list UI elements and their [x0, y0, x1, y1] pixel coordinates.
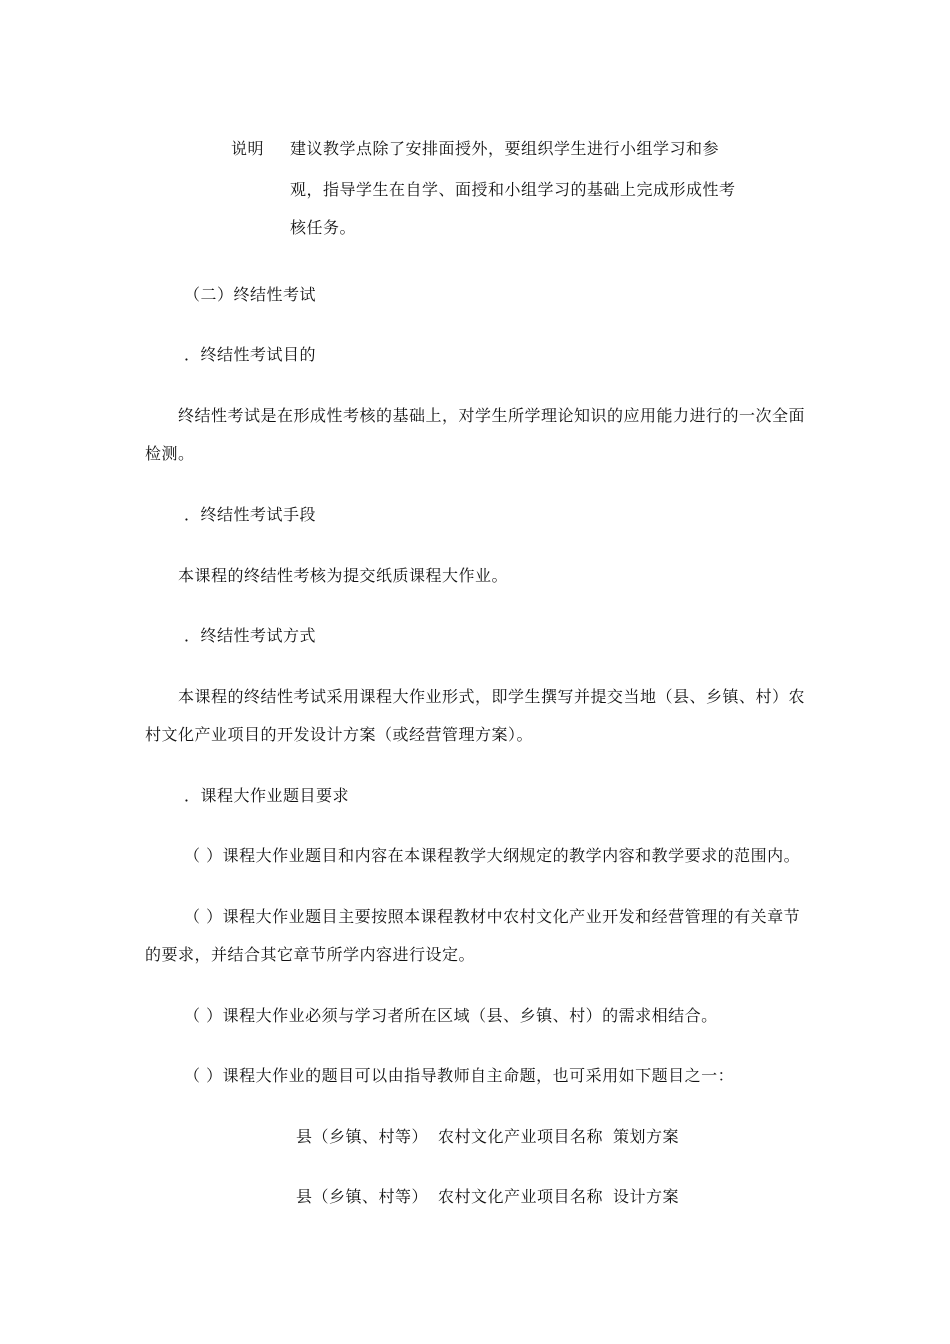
sub4-heading: ．课程大作业题目要求 [184, 786, 350, 805]
requirement-item-2-line-1: （ ）课程大作业题目主要按照本课程教材中农村文化产业开发和经营管理的有关章节 [184, 907, 801, 926]
requirement-item-3: （ ）课程大作业必须与学习者所在区域（县、乡镇、村）的需求相结合。 [184, 1006, 718, 1025]
sub1-paragraph-line-1: 终结性考试是在形成性考核的基础上，对学生所学理论知识的应用能力进行的一次全面 [178, 406, 806, 425]
topic-place: 县（乡镇、村等） [296, 1187, 429, 1206]
note-line-2: 观，指导学生在自学、面授和小组学习的基础上完成形成性考 [290, 180, 736, 199]
sub3-heading: ．终结性考试方式 [184, 626, 317, 645]
sub3-paragraph-line-2: 村文化产业项目的开发设计方案（或经营管理方案）。 [145, 725, 534, 744]
topic-line-2 [296, 1187, 679, 1207]
requirement-item-2-line-2: 的要求，并结合其它章节所学内容进行设定。 [145, 945, 476, 964]
note-line-1: 建议教学点除了安排面授外，要组织学生进行小组学习和参 [290, 139, 720, 158]
section-heading: （二）终结性考试 [184, 285, 317, 304]
topic-project: 农村文化产业项目名称 [438, 1127, 604, 1146]
topic-line-1 [296, 1127, 679, 1147]
requirement-item-4: （ ）课程大作业的题目可以由指导教师自主命题，也可采用如下题目之一： [184, 1066, 735, 1085]
note-line-3: 核任务。 [290, 218, 357, 237]
sub2-heading: ．终结性考试手段 [184, 505, 317, 524]
sub3-paragraph-line-1: 本课程的终结性考试采用课程大作业形式，即学生撰写并提交当地（县、乡镇、村）农 [178, 687, 806, 706]
topic-project: 农村文化产业项目名称 [438, 1187, 604, 1206]
topic-kind: 设计方案 [613, 1187, 680, 1206]
sub1-heading: ．终结性考试目的 [184, 345, 317, 364]
topic-kind: 策划方案 [613, 1127, 680, 1146]
note-label: 说明 [231, 139, 265, 158]
topic-place: 县（乡镇、村等） [296, 1127, 429, 1146]
sub2-paragraph: 本课程的终结性考核为提交纸质课程大作业。 [178, 566, 509, 585]
requirement-item-1: （ ）课程大作业题目和内容在本课程教学大纲规定的教学内容和教学要求的范围内。 [184, 846, 801, 865]
sub1-paragraph-line-2: 检测。 [145, 444, 195, 463]
